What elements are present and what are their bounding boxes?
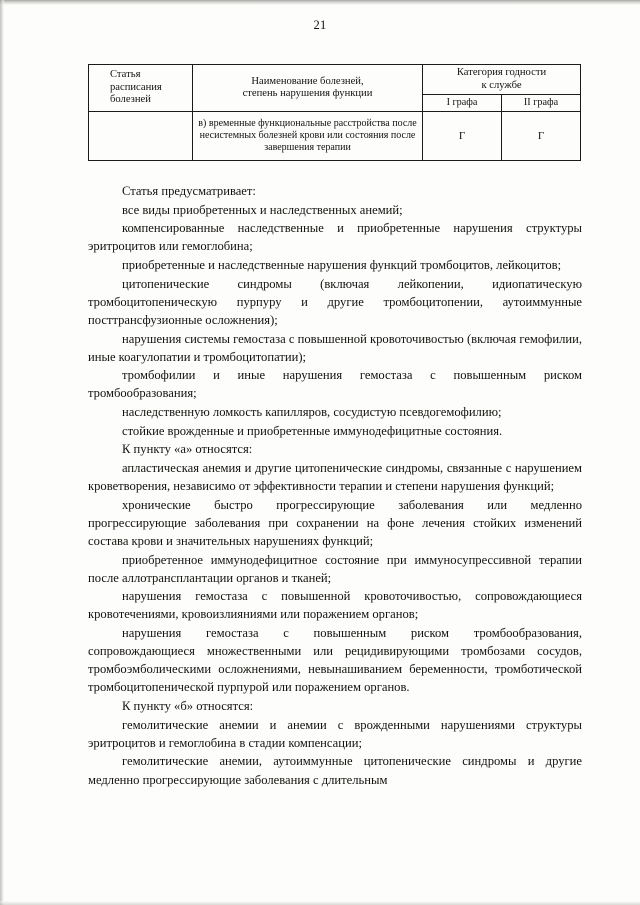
scan-edge-left bbox=[0, 0, 4, 905]
paragraph: К пункту «б» относятся: bbox=[122, 699, 254, 713]
paragraph: тромбофилии и иные нарушения гемостаза с повышенным риском тромбообразования; bbox=[88, 368, 582, 401]
header-column-grade-2: II графа bbox=[502, 95, 581, 112]
scan-edge-bottom bbox=[0, 901, 640, 905]
paragraph: компенсированные наследственные и приобретенные нарушения структуры эритроцитов или гемоглобина; bbox=[88, 221, 582, 254]
table-header-row bbox=[89, 65, 581, 95]
disease-schedule-table bbox=[88, 64, 581, 161]
paragraph: приобретенное иммунодефицитное состояние при иммуносупрессивной терапии после аллотрансплантации органов и тканей; bbox=[88, 552, 582, 585]
paragraph: нарушения системы гемостаза с повышенной кровоточивостью (включая гемофилии, иные коагулопатии и тромбоцитопатии); bbox=[88, 331, 582, 364]
paragraph: цитопенические синдромы (включая лейкопении, идиопатическую тромбоцитопеническую пурпуру и другие тромбоцитопении, аутоиммунные посттрансфузионные осложнения); bbox=[88, 276, 582, 327]
paragraph: стойкие врожденные и приобретенные иммунодефицитные состояния. bbox=[122, 423, 503, 438]
paragraph: К пункту «а» относятся: bbox=[122, 442, 253, 457]
header-column-grade-1: I графа bbox=[423, 95, 502, 112]
scan-edge-top bbox=[0, 0, 640, 5]
paragraph: нарушения гемостаза с повышенным риском тромбообразования, сопровождающиеся множественными или рецидивирующими тромбозами сосудов, тромбоэмболическими осложнениями, невынашиванием беременности, тромботической тромбоцитопенической пурпурой или поражением органов. bbox=[88, 626, 582, 695]
paragraph: Статья предусматривает: bbox=[122, 184, 256, 198]
paragraph: наследственную ломкость капилляров, сосудистую псевдогемофилию; bbox=[122, 405, 502, 419]
paragraph: апластическая анемия и другие цитопенические синдромы, связанные с нарушением кроветворения, независимо от эффективности терапии и степени нарушения функций; bbox=[88, 460, 582, 493]
paragraph: все виды приобретенных и наследственных анемий; bbox=[122, 202, 403, 217]
cell-grade-1: Г bbox=[423, 112, 502, 161]
paragraph: приобретенные и наследственные нарушения функций тромбоцитов, лейкоцитов; bbox=[122, 258, 562, 272]
disease-schedule-table-wrapper bbox=[88, 64, 580, 161]
cell-article-number bbox=[89, 112, 193, 161]
paragraph: гемолитические анемии и анемии с врожденными нарушениями структуры эритроцитов и гемоглобина в стадии компенсации; bbox=[88, 717, 582, 750]
paragraph: хронические быстро прогрессирующие заболевания или медленно прогрессирующие заболевания при сохранении на фоне лечения стойких изменений состава крови и значительных нарушениях функций; bbox=[88, 497, 582, 548]
header-disease-name-column: Наименование болезней, степень нарушения функции bbox=[193, 65, 423, 112]
document-body bbox=[88, 182, 582, 789]
header-article-column: Статья расписания болезней bbox=[89, 65, 193, 112]
paragraph: гемолитические анемии, аутоиммунные цитопенические синдромы и другие медленно прогрессирующие заболевания с длительным bbox=[88, 754, 582, 787]
page-number: 21 bbox=[313, 18, 327, 32]
cell-grade-2: Г bbox=[502, 112, 581, 161]
table-row bbox=[89, 112, 581, 161]
cell-disease-description: в) временные функциональные расстройства после несистемных болезней крови или состояния после завершения терапии bbox=[193, 112, 423, 161]
paragraph: нарушения гемостаза с повышенной кровоточивостью, сопровождающиеся кровотечениями, кровоизлияниями или поражением органов; bbox=[88, 589, 582, 622]
header-fitness-category: Категория годности к службе bbox=[423, 65, 581, 95]
